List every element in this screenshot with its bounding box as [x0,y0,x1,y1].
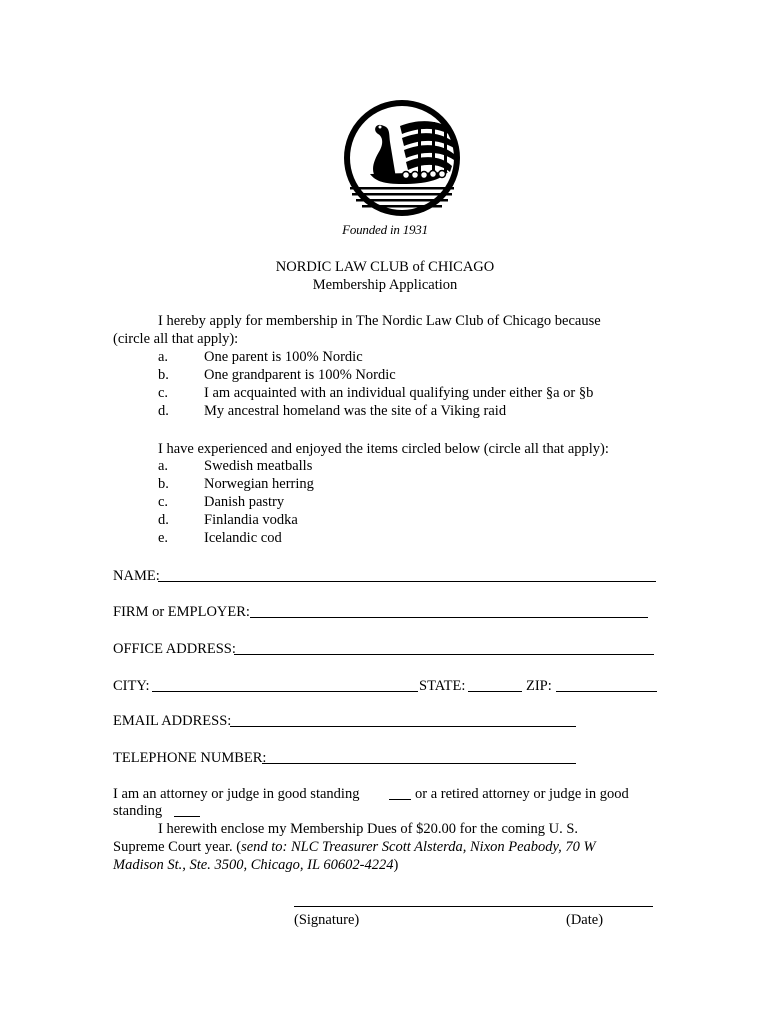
item-letter: b. [158,476,169,492]
item-letter: c. [158,494,169,510]
item-text: Icelandic cod [204,530,282,546]
item-text: Danish pastry [204,494,285,510]
dues-line2-plain: Supreme Court year. ( [113,839,242,855]
telephone-field[interactable] [262,763,576,764]
firm-field[interactable] [250,617,648,618]
zip-field[interactable] [556,691,657,692]
item-text: Finlandia vodka [204,512,298,528]
city-field[interactable] [152,691,418,692]
founded-caption: Founded in 1931 [342,222,428,237]
standing-line1a: I am an attorney or judge in good standing [113,786,360,802]
item-text: Swedish meatballs [204,458,313,474]
attorney-standing-blank[interactable] [389,799,411,800]
org-name: NORDIC LAW CLUB of CHICAGO [275,259,495,275]
foods-list [158,457,314,547]
dues-close-paren: ) [393,857,399,873]
item-letter: b. [158,367,169,383]
dues-line1: I herewith enclose my Membership Dues of $20.00 for the coming U. S. [158,821,579,837]
list-item [158,529,314,547]
list-item [158,475,314,493]
list-item [158,511,314,529]
viking-ship-logo [340,96,464,220]
dues-address: Madison St., Ste. 3500, Chicago, IL 60602-4224 [113,857,394,873]
office-address-label: OFFICE ADDRESS: [113,641,236,657]
list-item [158,402,593,420]
apply-criteria-list [158,348,593,420]
state-label: STATE: [419,678,466,694]
dues-line3 [113,856,398,874]
item-text: Norwegian herring [204,476,314,492]
item-letter: d. [158,512,169,528]
telephone-label: TELEPHONE NUMBER: [113,750,267,766]
item-text: One parent is 100% Nordic [204,349,363,365]
item-text: I am acquainted with an individual qualifying under either §a or §b [204,385,594,401]
date-label: (Date) [566,912,604,928]
doc-title: Membership Application [312,277,458,293]
list-item [158,366,593,384]
apply-intro-line1: I hereby apply for membership in The Nordic Law Club of Chicago because [158,313,601,329]
item-text: My ancestral homeland was the site of a Viking raid [204,403,507,419]
item-letter: a. [158,458,169,474]
name-label: NAME: [113,568,160,584]
list-item [158,384,593,402]
item-letter: c. [158,385,169,401]
signature-line[interactable] [294,906,653,907]
email-label: EMAIL ADDRESS: [113,713,232,729]
list-item [158,348,593,366]
dues-line2 [113,838,596,856]
apply-intro-line2: (circle all that apply): [113,331,239,347]
firm-label: FIRM or EMPLOYER: [113,604,250,620]
standing-line2: standing [113,803,163,819]
foods-intro: I have experienced and enjoyed the items circled below (circle all that apply): [158,441,609,457]
name-field[interactable] [158,581,656,582]
item-letter: a. [158,349,169,365]
item-letter: e. [158,530,169,546]
item-text: One grandparent is 100% Nordic [204,367,396,383]
list-item [158,457,314,475]
item-letter: d. [158,403,169,419]
signature-label: (Signature) [294,912,360,928]
state-field[interactable] [468,691,522,692]
standing-line1b: or a retired attorney or judge in good [415,786,629,802]
dues-send-to: send to: NLC Treasurer Scott Alsterda, Nixon Peabody, 70 W [241,839,596,855]
email-field[interactable] [230,726,576,727]
office-address-field[interactable] [234,654,654,655]
retired-standing-blank[interactable] [174,816,200,817]
zip-label: ZIP: [526,678,552,694]
city-label: CITY: [113,678,150,694]
list-item [158,493,314,511]
